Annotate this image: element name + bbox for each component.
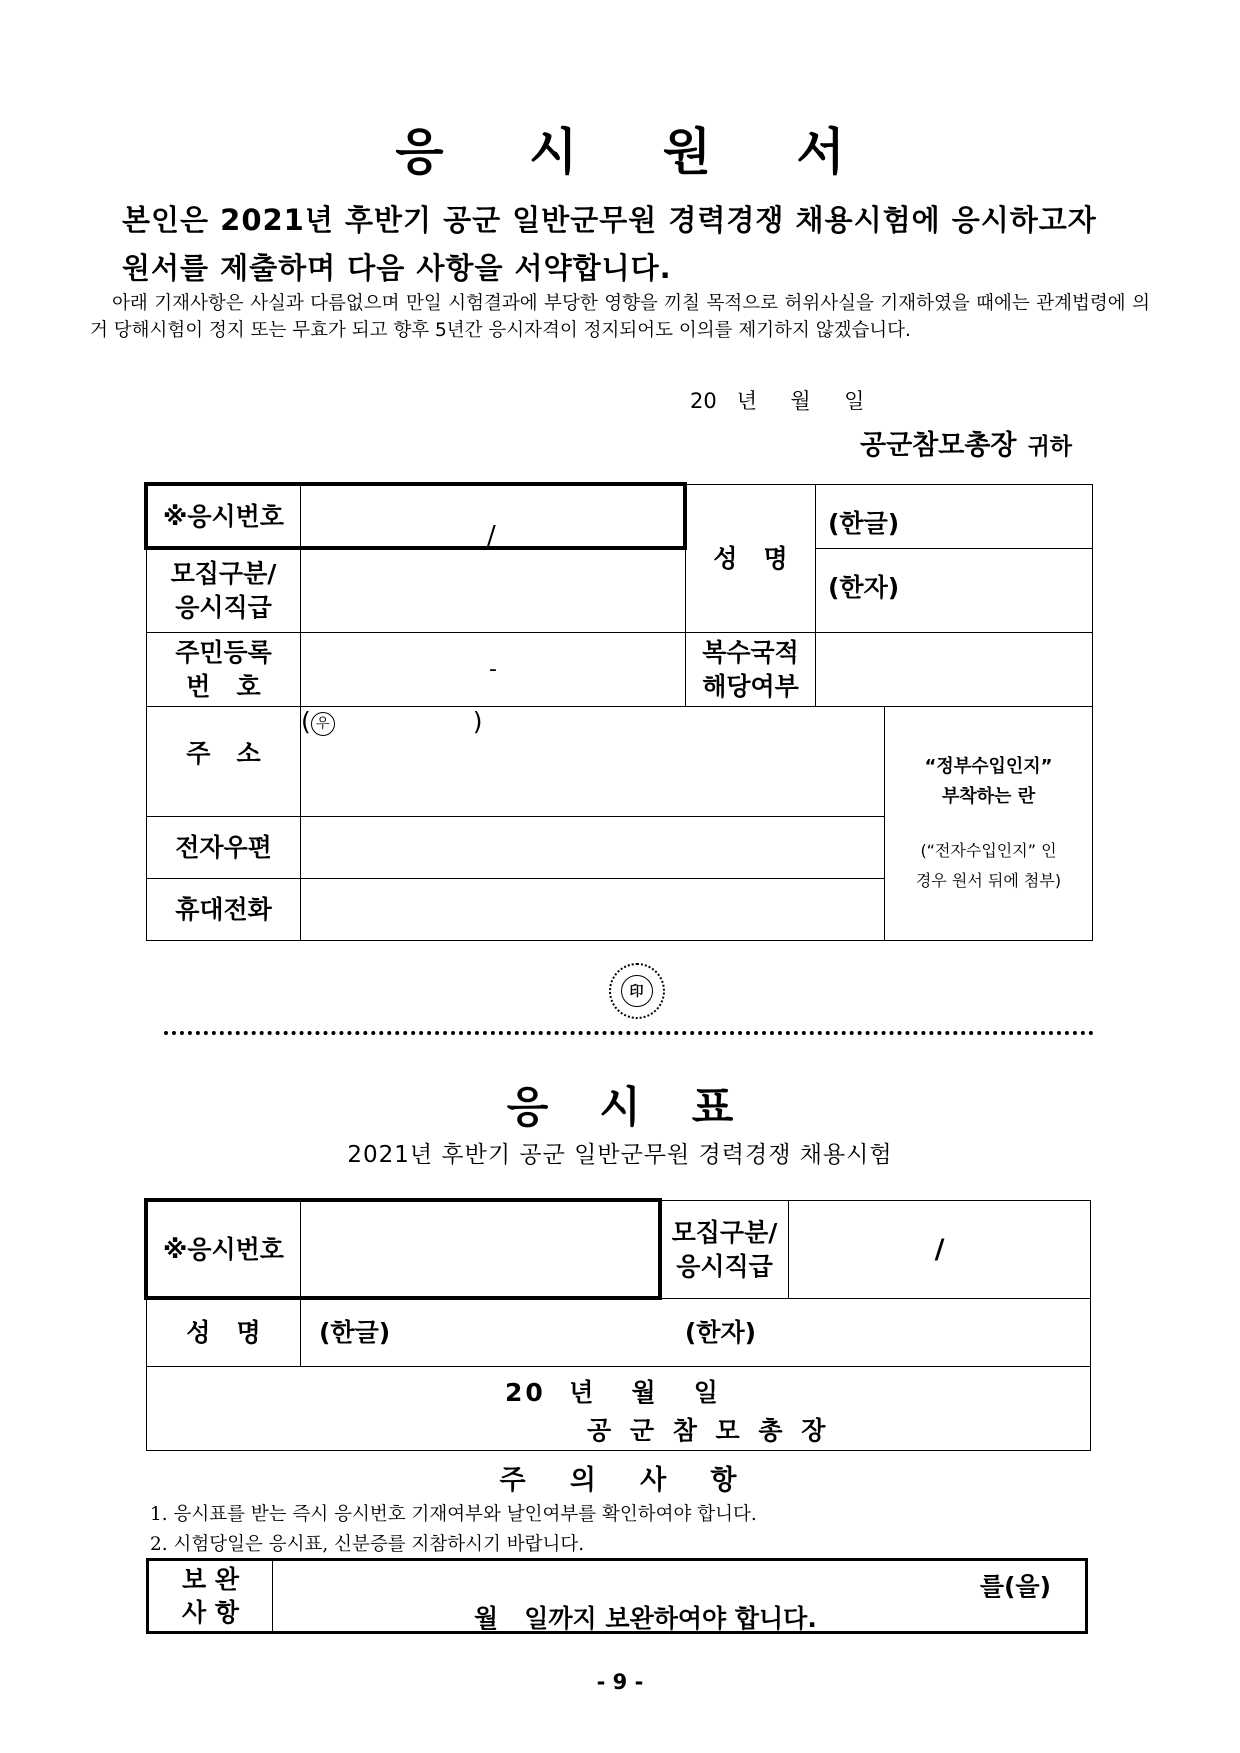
category-label — [147, 549, 301, 633]
postal-close: ) — [472, 707, 483, 736]
ticket-name-label: 성 명 — [147, 1299, 301, 1367]
supplement-label-1: 보 완 — [181, 1565, 239, 1594]
pledge-line-1: 본인은 2021년 후반기 공군 일반군무원 경력경쟁 채용시험에 응시하고자 — [122, 203, 1097, 237]
address-field[interactable] — [301, 707, 885, 817]
postal-open: ( — [301, 707, 311, 736]
ticket-category-field[interactable] — [789, 1201, 1091, 1299]
honorific: 귀하 — [1027, 434, 1073, 460]
date-line: 20 년 월 일 — [690, 389, 865, 413]
rrn-label-line2: 번 호 — [186, 671, 261, 701]
caution-2: 2. 시험당일은 응시표, 신분증를 지참하시기 바랍니다. — [150, 1534, 585, 1555]
stamp-note-2: 경우 원서 뒤에 첨부) — [915, 870, 1062, 890]
rrn-label — [147, 633, 301, 707]
rrn-field[interactable] — [301, 633, 686, 707]
ticket-category-line2: 응시직급 — [676, 1251, 773, 1281]
dual-label-line2: 해당여부 — [702, 671, 799, 701]
ticket-category-separator: / — [934, 1234, 945, 1265]
exam-no-label: ※응시번호 — [147, 485, 301, 549]
dual-nationality-field[interactable] — [816, 633, 1093, 707]
seal-char: 印 — [629, 984, 644, 1000]
mobile-label: 휴대전화 — [147, 879, 301, 941]
rrn-separator: - — [489, 657, 497, 682]
application-title: 응 시 원 서 — [395, 123, 879, 181]
supplement-text-2: 월 일까지 보완하여야 합니다. — [474, 1604, 817, 1633]
ticket-category-line1: 모집구분/ — [671, 1217, 778, 1247]
application-table — [146, 484, 1093, 941]
seal-inner — [621, 975, 653, 1007]
cautions-title: 주 의 사 항 — [499, 1465, 741, 1496]
supplement-label — [149, 1561, 273, 1631]
addressee: 공군참모총장 — [860, 430, 1017, 461]
ticket-title: 응 시 표 — [506, 1083, 752, 1133]
ticket-exam-no-box — [144, 1198, 662, 1300]
page-number: - 9 - — [596, 1670, 644, 1694]
name-hanja-field[interactable] — [816, 549, 1093, 633]
name-korean-field[interactable] — [816, 485, 1093, 549]
stamp-title-2: 부착하는 란 — [941, 785, 1036, 807]
dual-label-line1: 복수국적 — [702, 637, 799, 667]
category-separator: / — [487, 521, 496, 551]
ticket-subtitle: 2021년 후반기 공군 일반군무원 경력경쟁 채용시험 — [347, 1142, 893, 1168]
seal-stamp — [609, 963, 665, 1019]
email-label: 전자우편 — [147, 817, 301, 879]
stamp-title-1: “정부수입인지” — [924, 755, 1053, 777]
email-field[interactable] — [301, 817, 885, 879]
ticket-category-label — [661, 1201, 789, 1299]
pledge-line-2: 원서를 제출하며 다음 사항을 서약합니다. — [122, 251, 672, 285]
ticket-date-line: 20 년 월 일 — [505, 1378, 721, 1407]
category-label-line1: 모집구분/ — [170, 559, 277, 588]
ticket-exam-no-label: ※응시번호 — [147, 1201, 301, 1299]
ticket-name-korean: (한글) — [319, 1317, 391, 1347]
supplement-text-1: 를(을) — [979, 1572, 1051, 1601]
addressee-line — [860, 423, 1072, 462]
supplement-label-2: 사 항 — [181, 1598, 239, 1627]
ticket-issue-cell — [147, 1367, 1091, 1451]
stamp-note-1: (“전자수입인지” 인 — [920, 840, 1057, 860]
mobile-field[interactable] — [301, 879, 885, 941]
name-hanja-label: (한자) — [828, 573, 900, 602]
name-korean-label: (한글) — [828, 509, 900, 538]
notice-text: 아래 기재사항은 사실과 다름없으며 만일 시험결과에 부당한 영향을 끼칠 목적으로 허위사실을 기재하였을 때에는 관계법령에 의거 당해시험이 정지 또는 무효가 되고 향후 5년간 응시자격이 정지되어도 이의를 제기하지 않겠습니다. — [90, 293, 1150, 341]
exam-no-box — [144, 482, 687, 550]
caution-1: 1. 응시표를 받는 즉시 응시번호 기재여부와 날인여부를 확인하여야 합니다. — [150, 1504, 757, 1525]
cut-line — [164, 1031, 1094, 1035]
postal-mark-icon: 우 — [311, 712, 335, 736]
category-label-line2: 응시직급 — [175, 593, 272, 622]
revenue-stamp-area — [885, 707, 1093, 941]
dual-nationality-label — [686, 633, 816, 707]
ticket-issuer: 공 군 참 모 총 장 — [587, 1416, 831, 1445]
ticket-name-field[interactable] — [301, 1299, 1091, 1367]
category-field[interactable] — [301, 521, 686, 633]
address-label: 주 소 — [147, 707, 301, 817]
supplement-box — [146, 1558, 1088, 1634]
name-label: 성 명 — [686, 485, 816, 633]
ticket-name-hanja: (한자) — [684, 1317, 757, 1347]
rrn-label-line1: 주민등록 — [175, 637, 272, 667]
